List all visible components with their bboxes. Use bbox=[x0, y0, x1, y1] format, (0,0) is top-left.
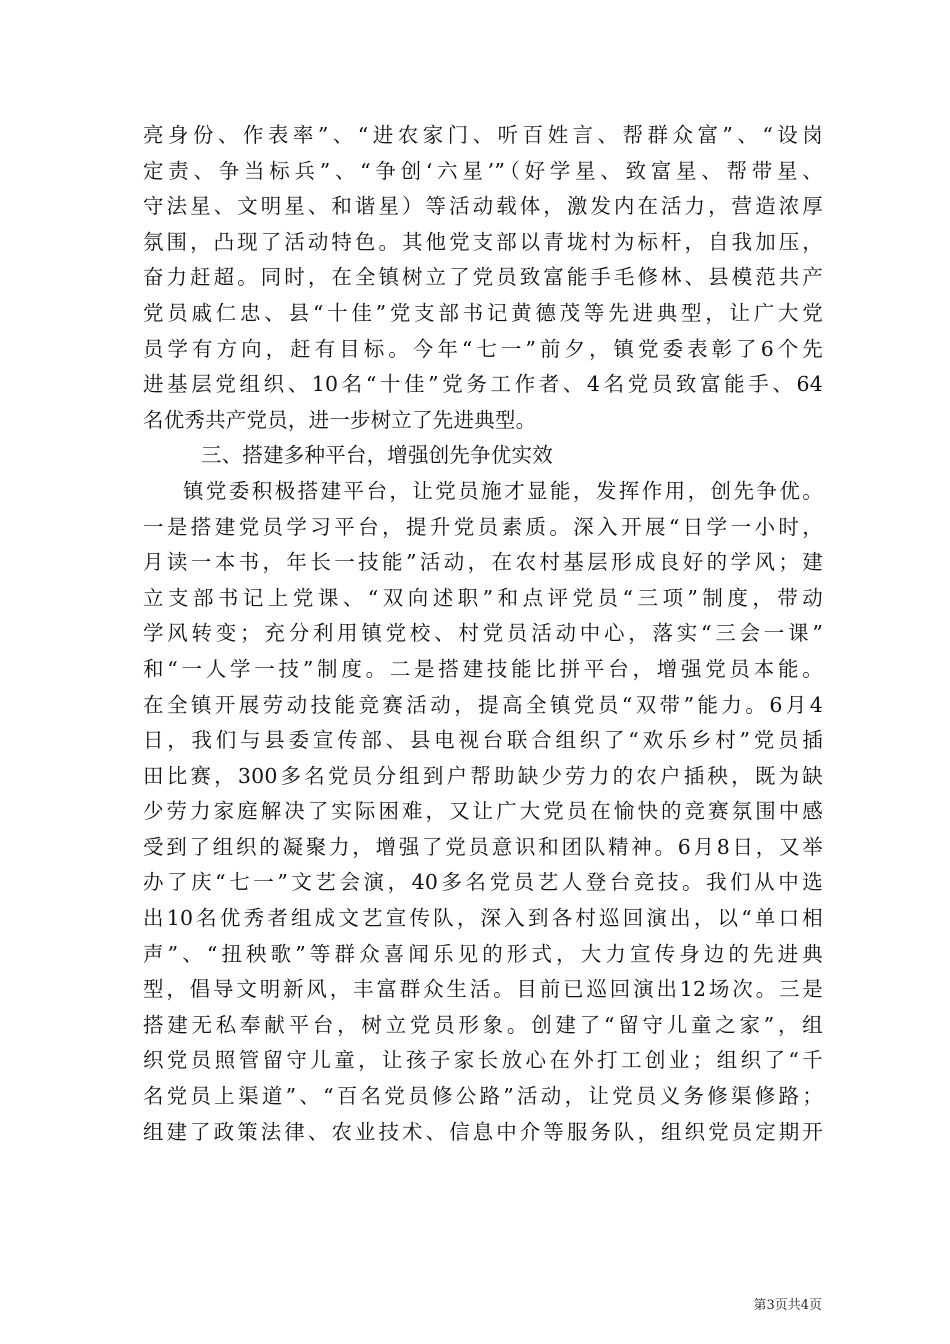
text-line: 办了庆“七一”文艺会演，40多名党员艺人登台竞技。我们从中选 bbox=[143, 870, 823, 895]
text-line: 定责、争当标兵”、“争创‘六星’”（好学星、致富星、帮带星、 bbox=[143, 158, 823, 183]
text-line: 田比赛，300多名党员分组到户帮助缺少劳力的农户插秧，既为缺 bbox=[143, 763, 823, 788]
text-line: 守法星、文明星、和谐星）等活动载体，激发内在活力，营造浓厚 bbox=[143, 194, 823, 219]
text-line: 织党员照管留守儿童，让孩子家长放心在外打工创业；组织了“千 bbox=[143, 1048, 823, 1073]
section-heading: 三、搭建多种平台，增强创先争优实效 bbox=[201, 443, 553, 468]
text-line: 名党员上渠道”、“百名党员修公路”活动，让党员义务修渠修路； bbox=[143, 1084, 823, 1109]
text-line: 名优秀共产党员，进一步树立了先进典型。 bbox=[143, 407, 537, 432]
text-line: 进基层党组织、10名“十佳”党务工作者、4名党员致富能手、64 bbox=[143, 372, 823, 397]
text-line: 日，我们与县委宣传部、县电视台联合组织了“欢乐乡村”党员插 bbox=[143, 728, 823, 753]
text-line: 搭建无私奉献平台，树立党员形象。创建了“留守儿童之家”，组 bbox=[143, 1012, 823, 1037]
text-line: 镇党委积极搭建平台，让党员施才显能，发挥作用，创先争优。 bbox=[183, 478, 823, 503]
text-line: 少劳力家庭解决了实际困难，又让广大党员在愉快的竞赛氛围中感 bbox=[143, 799, 823, 824]
text-line: 受到了组织的凝聚力，增强了党员意识和团队精神。6月8日，又举 bbox=[143, 834, 823, 859]
text-line: 亮身份、作表率”、“进农家门、听百姓言、帮群众富”、“设岗 bbox=[143, 123, 823, 147]
text-line: 和“一人学一技”制度。二是搭建技能比拼平台，增强党员本能。 bbox=[143, 656, 823, 681]
text-line: 月读一本书，年长一技能”活动，在农村基层形成良好的学风；建 bbox=[143, 550, 823, 575]
text-line: 员学有方向，赶有目标。今年“七一”前夕，镇党委表彰了6个先 bbox=[143, 336, 823, 361]
text-line: 出10名优秀者组成文艺宣传队，深入到各村巡回演出，以“单口相 bbox=[143, 906, 823, 931]
text-line: 奋力赶超。同时，在全镇树立了党员致富能手毛修林、县模范共产 bbox=[143, 265, 823, 290]
text-line: 一是搭建党员学习平台，提升党员素质。深入开展“日学一小时， bbox=[143, 514, 823, 539]
text-line: 声”、“扭秧歌”等群众喜闻乐见的形式，大力宣传身边的先进典 bbox=[143, 941, 823, 966]
text-line: 在全镇开展劳动技能竞赛活动，提高全镇党员“双带”能力。6月4 bbox=[143, 692, 823, 717]
text-line: 型，倡导文明新风，丰富群众生活。目前已巡回演出12场次。三是 bbox=[143, 977, 823, 1002]
text-line: 党员戚仁忠、县“十佳”党支部书记黄德茂等先进典型，让广大党 bbox=[143, 300, 823, 325]
text-line: 学风转变；充分利用镇党校、村党员活动中心，落实“三会一课” bbox=[143, 621, 823, 646]
text-line: 立支部书记上党课、“双向述职”和点评党员“三项”制度，带动 bbox=[143, 585, 823, 610]
body-text bbox=[143, 118, 823, 1150]
text-line: 组建了政策法律、农业技术、信息中介等服务队，组织党员定期开 bbox=[143, 1119, 823, 1144]
text-line: 氛围，凸现了活动特色。其他党支部以青垅村为标杆，自我加压， bbox=[143, 229, 823, 254]
page-number: 第3页共4页 bbox=[753, 1298, 822, 1313]
